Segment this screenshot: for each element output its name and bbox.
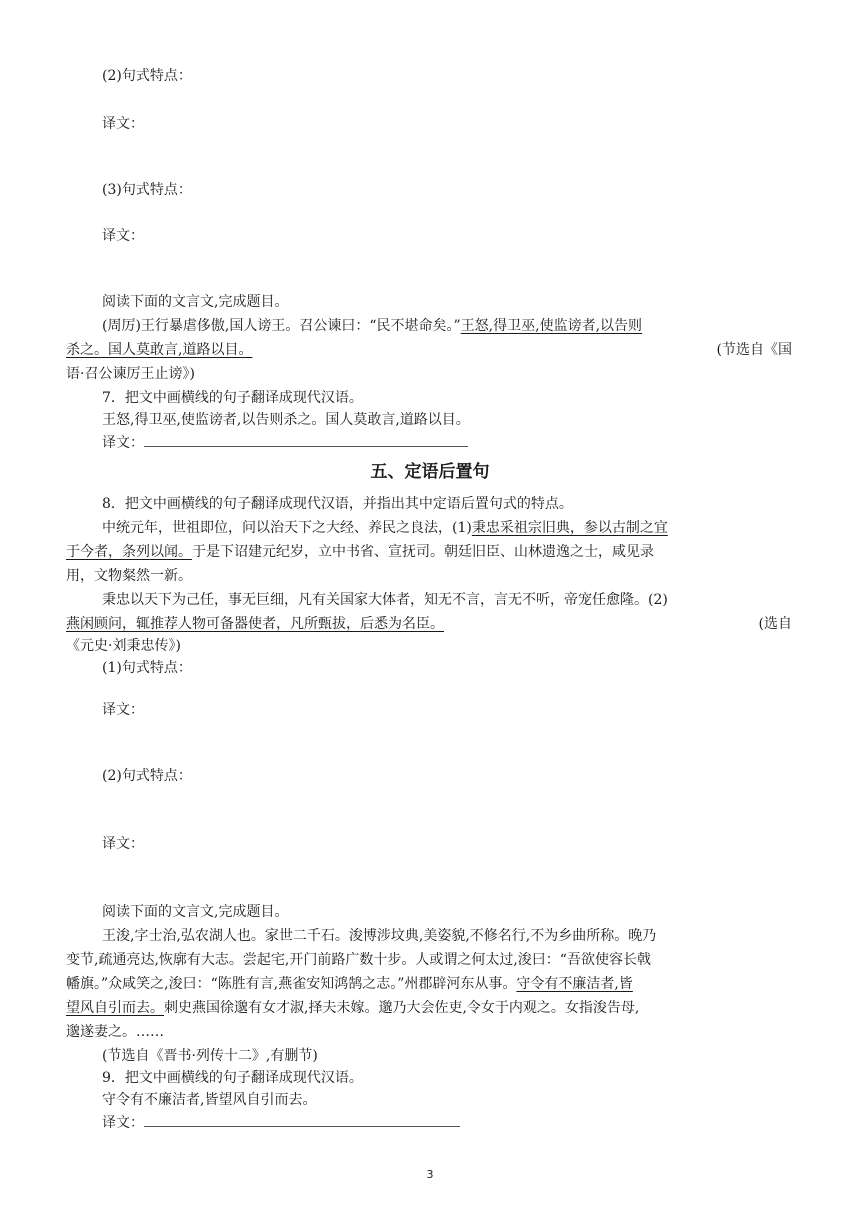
- passage-line: [66, 340, 792, 360]
- underlined-sentence: 秉忠采祖宗旧典，参以古制之宜: [471, 520, 668, 536]
- translation-label: 译文：: [102, 1115, 144, 1131]
- source-citation: 语·召公谏厉王止谤》): [66, 366, 195, 382]
- answer-blank[interactable]: [144, 1112, 460, 1127]
- underlined-sentence: 杀之。国人莫敢言,道路以目。: [66, 342, 253, 358]
- source-citation: (节选自《晋书·列传十二》,有删节): [102, 1048, 318, 1064]
- question-7-sentence: 王怒,得卫巫,使监谤者,以告则杀之。国人莫敢言,道路以目。: [102, 412, 470, 428]
- passage-line: 变节,疏通亮达,恢廓有大志。尝起宅,开门前路广数十步。人或谓之何太过,浚曰：“吾欲使容长戟: [66, 952, 651, 968]
- passage-line: [102, 518, 668, 538]
- passage-line: 邈遂妻之。……: [66, 1024, 164, 1040]
- source-citation: (节选自《国: [716, 342, 792, 358]
- translation-label: 译文：: [102, 435, 144, 451]
- question-9-answer: [102, 1112, 460, 1133]
- q8-translation-label-2: 译文：: [102, 836, 144, 852]
- passage-intro: 阅读下面的文言文,完成题目。: [102, 294, 289, 310]
- passage-text: 中统元年，世祖即位，问以治天下之大经、养民之良法，: [102, 520, 452, 536]
- source-citation: 《元史·刘秉忠传》): [66, 638, 181, 654]
- passage-intro: 阅读下面的文言文,完成题目。: [102, 904, 289, 920]
- passage-line: 用，文物粲然一新。: [66, 568, 192, 584]
- q8-label-1: (1)句式特点：: [102, 660, 192, 676]
- underlined-sentence: 守令有不廉洁者,皆: [516, 976, 633, 992]
- answer-blank[interactable]: [144, 432, 468, 447]
- passage-line: [66, 974, 633, 994]
- passage-text: 幡旗。”众咸笑之,浚曰：“陈胜有言,燕雀安知鸿鹄之志。”州郡辟河东从事。: [66, 976, 517, 992]
- section-title: 五、定语后置句: [370, 462, 490, 482]
- question-7-stem: 7．把文中画横线的句子翻译成现代汉语。: [102, 390, 363, 406]
- passage-text: (周厉)王行暴虐侈傲,国人谤王。召公谏曰：“民不堪命矣。”: [102, 318, 461, 334]
- question-8-stem: 8．把文中画横线的句子翻译成现代汉语，并指出其中定语后置句式的特点。: [102, 496, 573, 512]
- q6-label-3: (3)句式特点：: [102, 182, 192, 198]
- passage-line: [66, 614, 792, 634]
- q6-translation-label-3: 译文：: [102, 228, 144, 244]
- underlined-sentence: 燕闲顾问，辄推荐人物可备器使者，凡所甄拔，后悉为名臣。: [66, 616, 444, 632]
- passage-line: [66, 998, 639, 1018]
- passage-text: 于是下诏建元纪岁，立中书省、宣抚司。朝廷旧臣、山林遗逸之士，咸见录: [192, 544, 654, 560]
- question-9-sentence: 守令有不廉洁者,皆望风自引而去。: [102, 1092, 317, 1108]
- source-citation: (选自: [758, 616, 792, 632]
- q6-label-2: (2)句式特点：: [102, 68, 192, 84]
- q6-translation-label-2: 译文：: [102, 116, 144, 132]
- question-7-answer: [102, 432, 468, 453]
- page-number: 3: [426, 1168, 434, 1181]
- underlined-sentence: 望风自引而去。: [66, 1000, 164, 1016]
- sentence-number: (1): [452, 520, 472, 536]
- underlined-sentence: 于今者，条列以闻。: [66, 544, 192, 560]
- q8-label-2: (2)句式特点：: [102, 768, 192, 784]
- passage-line: [102, 316, 642, 336]
- passage-line: 秉忠以天下为己任，事无巨细，凡有关国家大体者，知无不言，言无不听，帝宠任愈隆。(2): [102, 592, 668, 608]
- q8-translation-label-1: 译文：: [102, 702, 144, 718]
- passage-line: [66, 542, 654, 562]
- passage-text: 刺史燕国徐邈有女才淑,择夫未嫁。邈乃大会佐吏,令女于内观之。女指浚告母,: [164, 1000, 640, 1016]
- underlined-sentence: 王怒,得卫巫,使监谤者,以告则: [460, 318, 643, 334]
- passage-line: 王浚,字士治,弘农湖人也。家世二千石。浚博涉坟典,美姿貌,不修名行,不为乡曲所称。晚乃: [102, 928, 657, 944]
- question-9-stem: 9．把文中画横线的句子翻译成现代汉语。: [102, 1070, 363, 1086]
